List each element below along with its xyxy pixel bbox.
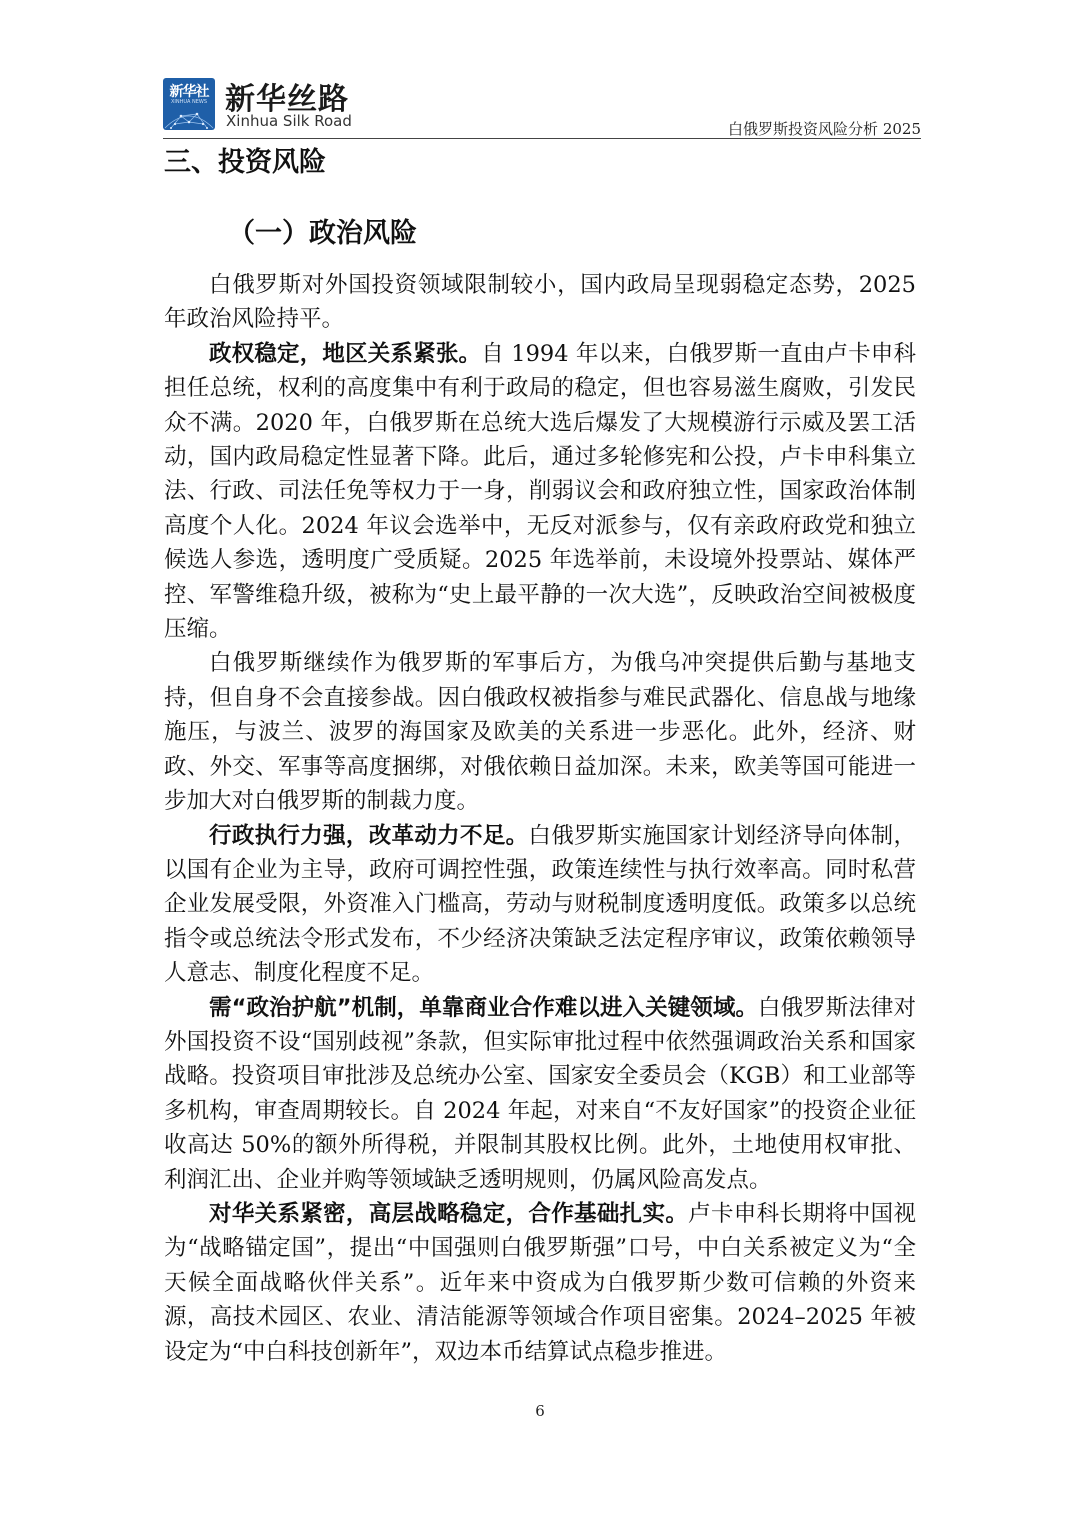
section-title: 三、投资风险: [164, 147, 326, 178]
paragraph: [164, 337, 916, 647]
document-title: 白俄罗斯投资风险分析 2025: [728, 120, 921, 138]
paragraph-lead: 对华关系紧密，高层战略稳定，合作基础扎实。: [209, 1200, 689, 1227]
logo-subtext: XINHUA NEWS: [170, 99, 208, 105]
brand-name-english: Xinhua Silk Road: [226, 112, 352, 130]
subsection-title: （一）政治风险: [228, 218, 417, 249]
main-content: [164, 146, 916, 1369]
paragraph: [164, 991, 916, 1197]
paragraph-lead: 政权稳定，地区关系紧张。: [209, 340, 482, 367]
brand-name: 新华丝路: [225, 82, 349, 117]
paragraph-text: 卢卡申科长期将中国视为“战略锚定国”，提出“中国强则白俄罗斯强”口号，中白关系被定义为“全天候全面战略伙伴关系”。近年来中资成为白俄罗斯少数可信赖的外资来源，高技术园区、农业、清洁能源等领域合作项目密集。2024–2025 年被设定为“中白科技创新年”，双边本币结算试点稳步推进。: [164, 1200, 916, 1365]
header-divider: [163, 138, 921, 139]
paragraph-text: 白俄罗斯继续作为俄罗斯的军事后方，为俄乌冲突提供后勤与基地支持，但自身不会直接参战。因白俄政权被指参与难民武器化、信息战与地缘施压，与波兰、波罗的海国家及欧美的关系进一步恶化。此外，经济、财政、外交、军事等高度捆绑，对俄依赖日益加深。未来，欧美等国可能进一步加大对白俄罗斯的制裁力度。: [164, 650, 916, 815]
xinhua-logo: [163, 78, 215, 130]
paragraph-lead: 需“政治护航”机制，单靠商业合作难以进入关键领域。: [209, 994, 759, 1021]
paragraph: [164, 1197, 916, 1369]
logo-text: 新华社: [169, 84, 209, 100]
paragraph-text: 白俄罗斯法律对外国投资不设“国别歧视”条款，但实际审批过程中依然强调政治关系和国家战略。投资项目审批涉及总统办公室、国家安全委员会（KGB）和工业部等多机构，审查周期较长。自 2024 年起，对来自“不友好国家”的投资企业征收高达 50%的额外所得税，并限制其股权比例。此外，土地使用权审批、利润汇出、企业并购等领域缺乏透明规则，仍属风险高发点。: [164, 994, 916, 1193]
paragraph: [164, 646, 916, 818]
paragraph: [164, 819, 916, 991]
page-number: 6: [535, 1402, 545, 1420]
page-header: [163, 74, 921, 140]
paragraph: [164, 268, 916, 337]
paragraph-text: 白俄罗斯实施国家计划经济导向体制，以国有企业为主导，政府可调控性强，政策连续性与执行效率高。同时私营企业发展受限，外资准入门槛高，劳动与财税制度透明度低。政策多以总统指令或总统法令形式发布，不少经济决策缺乏法定程序审议，政策依赖领导人意志、制度化程度不足。: [164, 822, 916, 987]
network-globe-icon: [163, 106, 215, 130]
paragraph-text: 白俄罗斯对外国投资领域限制较小，国内政局呈现弱稳定态势，2025 年政治风险持平。: [164, 272, 916, 333]
paragraph-lead: 行政执行力强，改革动力不足。: [209, 822, 529, 849]
paragraph-text: 自 1994 年以来，白俄罗斯一直由卢卡申科担任总统，权利的高度集中有利于政局的稳定，但也容易滋生腐败，引发民众不满。2020 年，白俄罗斯在总统大选后爆发了大规模游行示威及罢工活动，国内政局稳定性显著下降。此后，通过多轮修宪和公投，卢卡申科集立法、行政、司法任免等权力于一身，削弱议会和政府独立性，国家政治体制高度个人化。2024 年议会选举中，无反对派参与，仅有亲政府政党和独立候选人参选，透明度广受质疑。2025 年选举前，未设境外投票站、媒体严控、军警维稳升级，被称为“史上最平静的一次大选”，反映政治空间被极度压缩。: [164, 340, 916, 643]
